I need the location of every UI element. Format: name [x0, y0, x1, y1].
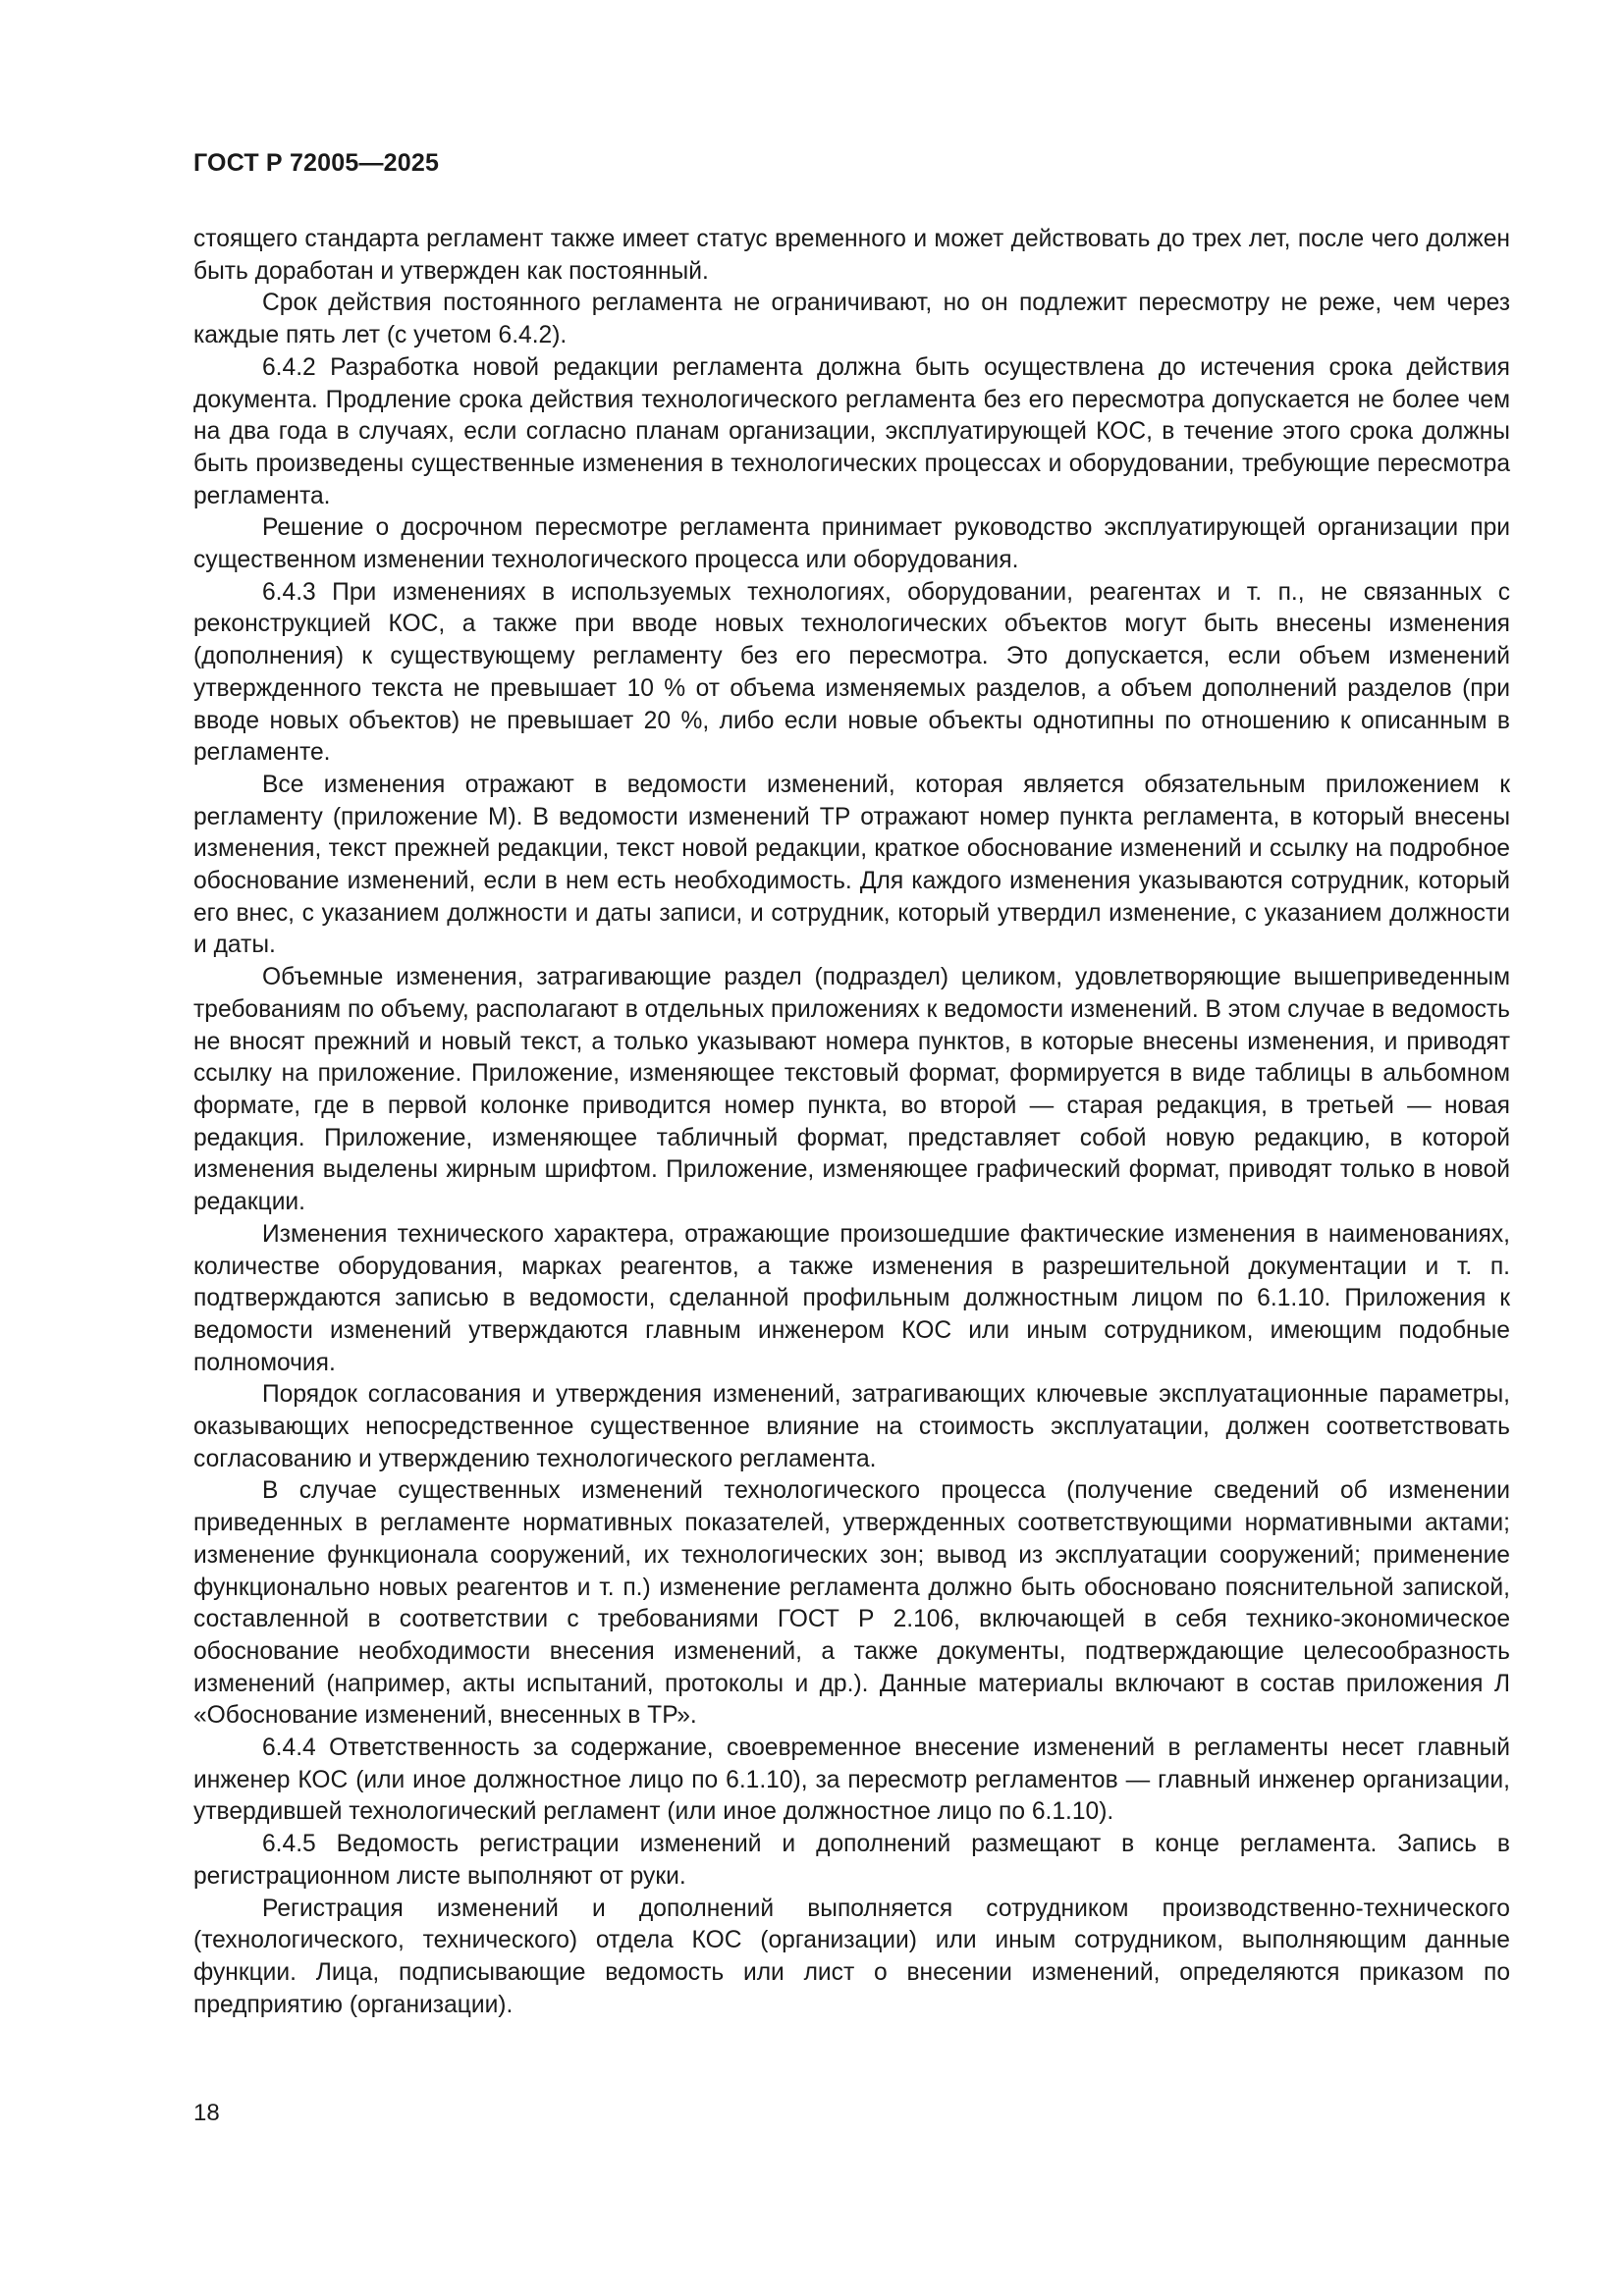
paragraph-6-4-2: 6.4.2 Разработка новой редакции регламента должна быть осуществлена до истечения срока действия документа. Продление срока действия технологического регламента без его пересмотра допускается не более чем на два года в случаях, если согласно планам организации, эксплуатирующей КОС, в течение этого срока должны быть произведены существенные изменения в технологических процессах и оборудовании, требующие пересмотра регламента.	[193, 353, 1510, 509]
document-body	[193, 224, 1510, 2021]
paragraph-volume-changes: Объемные изменения, затрагивающие раздел (подраздел) целиком, удовлетворяющие вышеприведенным требованиям по объему, располагают в отдельных приложениях к ведомости изменений. В этом случае в ведомость не вносят прежний и новый текст, а только указывают номера пунктов, в которые внесены изменения, и приводят ссылку на приложение. Приложение, изменяющее текстовый формат, формируется в виде таблицы в альбомном формате, где в первой колонке приводится номер пункта, во второй — старая редакция, в третьей — новая редакция. Приложение, изменяющее табличный формат, представляет собой новую редакцию, в которой изменения выделены жирным шрифтом. Приложение, изменяющее графический формат, приводят только в новой редакции.	[193, 964, 1510, 1216]
paragraph-6-4-5: 6.4.5 Ведомость регистрации изменений и дополнений размещают в конце регламента. Запись в регистрационном листе выполняют от руки.	[193, 1831, 1510, 1890]
paragraph-6-4-3: 6.4.3 При изменениях в используемых технологиях, оборудовании, реагентах и т. п., не связанных с реконструкцией КОС, а также при вводе новых технологических объектов могут быть внесены изменения (дополнения) к существующему регламенту без его пересмотра. Это допускается, если объем изменений утвержденного текста не превышает 10 % от объема изменяемых разделов, а объем дополнений разделов (при вводе новых объектов) не превышает 20 %, либо если новые объекты однотипны по отношению к описанным в регламенте.	[193, 578, 1510, 767]
paragraph-continuation: стоящего стандарта регламент также имеет статус временного и может действовать до трех лет, после чего должен быть доработан и утвержден как постоянный.	[193, 226, 1510, 285]
paragraph-significant-changes: В случае существенных изменений технологического процесса (получение сведений об изменении приведенных в регламенте нормативных показателей, утвержденных соответствующими нормативными актами; изменение функционала сооружений, их технологических зон; вывод из эксплуатации сооружений; применение функционально новых реагентов и т. п.) изменение регламента должно быть обосновано пояснительной запиской, составленной в соответствии с требованиями ГОСТ Р 2.106, включающей в себя технико-экономическое обоснование необходимости внесения изменений, а также документы, подтверждающие целесообразность изменений (например, акты испытаний, протоколы и др.). Данные материалы включают в состав приложения Л «Обоснование изменений, внесенных в ТР».	[193, 1477, 1510, 1730]
standard-code-header: ГОСТ Р 72005—2025	[193, 149, 440, 177]
page-number: 18	[193, 2100, 220, 2126]
paragraph-change-log: Все изменения отражают в ведомости изменений, которая является обязательным приложением к регламенту (приложение М). В ведомости изменений ТР отражают номер пункта регламента, в который внесены изменения, текст прежней редакции, текст новой редакции, краткое обоснование изменений и ссылку на подробное обоснование изменений, если в нем есть необходимость. Для каждого изменения указываются сотрудник, который его внес, с указанием должности и даты записи, и сотрудник, который утвердил изменение, с указанием должности и даты.	[193, 771, 1510, 959]
paragraph-early-revision: Решение о досрочном пересмотре регламента принимает руководство эксплуатирующей организации при существенном изменении технологического процесса или оборудования.	[193, 514, 1510, 574]
paragraph-technical-changes: Изменения технического характера, отражающие произошедшие фактические изменения в наименованиях, количестве оборудования, марках реагентов, а также изменения в разрешительной документации и т. п. подтверждаются записью в ведомости, сделанной профильным должностным лицом по 6.1.10. Приложения к ведомости изменений утверждаются главным инженером КОС или иным сотрудником, имеющим подобные полномочия.	[193, 1220, 1510, 1376]
paragraph-validity-period: Срок действия постоянного регламента не ограничивают, но он подлежит пересмотру не реже, чем через каждые пять лет (с учетом 6.4.2).	[193, 290, 1510, 349]
paragraph-6-4-4: 6.4.4 Ответственность за содержание, своевременное внесение изменений в регламенты несет главный инженер КОС (или иное должностное лицо по 6.1.10), за пересмотр регламентов — главный инженер организации, утвердившей технологический регламент (или иное должностное лицо по 6.1.10).	[193, 1735, 1510, 1826]
paragraph-approval-procedure: Порядок согласования и утверждения изменений, затрагивающих ключевые эксплуатационные параметры, оказывающих непосредственное существенное влияние на стоимость эксплуатации, должен соответствовать согласованию и утверждению технологического регламента.	[193, 1381, 1510, 1472]
paragraph-registration: Регистрация изменений и дополнений выполняется сотрудником производственно-технического (технологического, технического) отдела КОС (организации) или иным сотрудником, выполняющим данные функции. Лица, подписывающие ведомость или лист о внесении изменений, определяются приказом по предприятию (организации).	[193, 1895, 1510, 2018]
